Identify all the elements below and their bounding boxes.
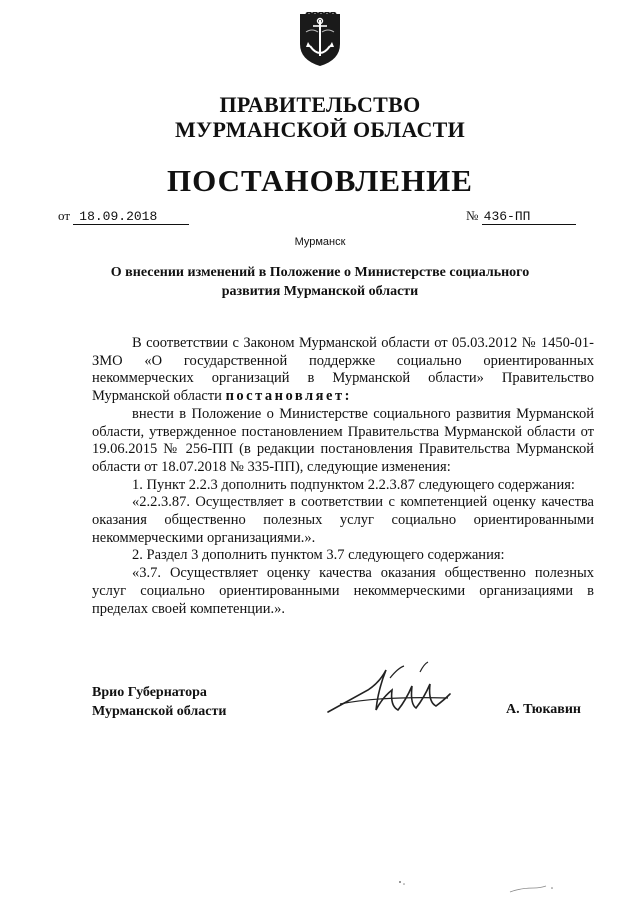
resolves-emphasis: постановляет: (225, 388, 352, 405)
handwritten-signature (320, 660, 470, 730)
document-type-title: ПОСТАНОВЛЕНИЕ (167, 163, 473, 198)
body-item-1: 1. Пункт 2.2.3 дополнить подпунктом 2.2.3.87 следующего содержания: (132, 476, 575, 493)
body-item-1-text: «2.2.3.87. Осуществляет в соответствии с компетенцией оценку качества оказания общественно полезных услуг социально ориентированными некоммерческими организациями.». (92, 494, 594, 546)
document-date: 18.09.2018 (73, 209, 189, 225)
signatory-position-line2: Мурманской области (92, 704, 227, 719)
subject-line1: О внесении изменений в Положение о Министерстве социального (110, 265, 530, 280)
city-label: Мурманск (294, 236, 346, 248)
number-line (466, 208, 576, 225)
signatory-position-line1: Врио Губернатора (92, 685, 207, 700)
signatory-position (92, 683, 226, 721)
document-body (92, 335, 594, 618)
coat-of-arms-icon (298, 12, 342, 68)
signatory-name: А. Тюкавин (506, 702, 581, 717)
scan-artifacts (380, 868, 580, 898)
number-prefix: № (466, 208, 479, 223)
body-item-2-text: «3.7. Осуществляет оценку качества оказания общественно полезных услуг социально ориентированными некоммерческими организациями в пределах своей компетенции.». (92, 565, 594, 617)
body-paragraph-resolve: внести в Положение о Министерстве социального развития Мурманской области, утвержденное постановлением Правительства Мурманской области от 19.06.2015 № 256-ПП (в редакции постановления Правительства Мурманской области от 18.07.2018 № 335-ПП), следующие изменения: (92, 405, 594, 475)
document-number: 436-ПП (482, 209, 576, 225)
government-title-line1: ПРАВИТЕЛЬСТВО (219, 92, 421, 117)
subject-line2: развития Мурманской области (221, 284, 419, 299)
body-item-2: 2. Раздел 3 дополнить пунктом 3.7 следующего содержания: (132, 547, 505, 564)
preamble-text: В соответствии с Законом Мурманской области от 05.03.2012 № 1450-01-ЗМО «О государственной поддержке социально ориентированных некоммерческих организаций в Мурманской области» Правительство Мурманской области (92, 335, 594, 405)
date-line (58, 208, 189, 225)
body-paragraph-preamble (92, 335, 594, 406)
government-title-line2: МУРМАНСКОЙ ОБЛАСТИ (174, 117, 466, 142)
date-prefix: от (58, 208, 71, 223)
subject-heading (100, 263, 540, 301)
